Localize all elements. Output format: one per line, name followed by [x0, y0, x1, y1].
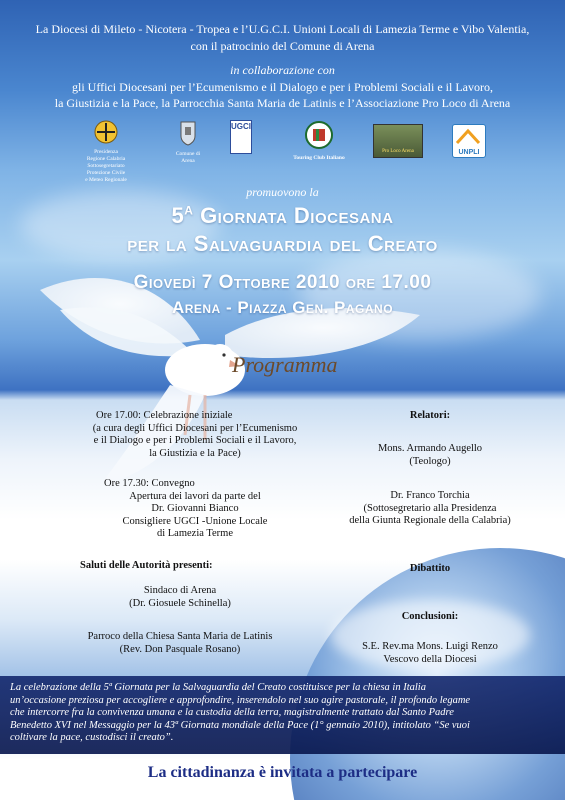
- augello-name: Mons. Armando Augello: [377, 443, 483, 454]
- unpli-label: UNPLI: [458, 149, 480, 156]
- unpli-emblem: [452, 124, 486, 158]
- event-place: Arena - Piazza Gen. Pagano: [171, 298, 394, 317]
- celebrazione-note-3: la Giustizia e la Pace): [149, 447, 241, 459]
- regione-emblem-icon: [94, 120, 118, 144]
- convegno-line-1: Apertura dei lavori da parte del: [129, 490, 261, 502]
- footer-line-5: coltivare la pace, custodisci il creato”.: [10, 732, 174, 743]
- header-line-3: gli Uffici Diocesani per l’Ecumenismo e il Dialogo e per i Problemi Sociali e il Lavoro,: [71, 80, 493, 94]
- celebrazione-note-1: (a cura degli Uffici Diocesani per l’Ecumenismo: [92, 422, 298, 434]
- footer-line-1: La celebrazione della 5ª Giornata per la Salvaguardia del Creato costituisce per la chiesa in Italia: [10, 682, 426, 693]
- parroco-name: (Rev. Don Pasquale Rosano): [119, 643, 241, 655]
- edition-superscript: A: [184, 203, 194, 218]
- regione-label-4: e Meteo Regionale: [85, 177, 127, 183]
- touring-label: Touring Club Italiano: [293, 155, 345, 161]
- unpli-house-icon: [453, 127, 483, 145]
- sindaco-name: (Dr. Giosuele Schinella): [129, 597, 231, 609]
- conclusioni-speaker: [330, 641, 530, 666]
- regione-label-1: Presidenza: [94, 149, 118, 155]
- earth-image: [290, 548, 565, 800]
- logo-touring-club: [282, 120, 356, 162]
- footer-line-3: che intercorre fra la convivenza umana e la custodia della terra, magistralmente trattato dal Santo Padre: [10, 707, 454, 718]
- pro-loco-label: Pro Loco Arena: [382, 149, 414, 154]
- sindaco-role: Sindaco di Arena: [143, 585, 217, 596]
- footer-message: [10, 682, 555, 745]
- regione-label-2: Regione Calabria: [86, 156, 126, 162]
- header-line-4: la Giustizia e la Pace, la Parrocchia Santa Maria de Latinis e l’Associazione Pro Loco di Arena: [54, 96, 511, 110]
- convegno-line-2: Dr. Giovanni Bianco: [151, 503, 239, 514]
- title-rest: Giornata Diocesana: [193, 203, 394, 228]
- comune-label-2: Arena: [181, 158, 195, 164]
- relatore-augello: [330, 443, 530, 468]
- renzo-name: S.E. Rev.ma Mons. Luigi Renzo: [362, 641, 498, 652]
- augello-role: (Teologo): [409, 455, 451, 467]
- logo-pro-loco: [372, 124, 424, 158]
- programma-heading: Programma: [232, 352, 338, 377]
- torchia-role-1: (Sottosegretario alla Presidenza: [363, 502, 497, 514]
- program-item-celebrazione: [80, 410, 310, 460]
- logo-comune-arena: [168, 120, 208, 165]
- header-line-2: con il patrocinio del Comune di Arena: [190, 39, 375, 53]
- convegno-line-4: di Lamezia Terme: [156, 528, 234, 539]
- footer-line-2: un’occasione preziosa per accogliere e approfondire, inserendolo nel suo agire pastorale, il profondo legame: [10, 694, 471, 706]
- torchia-name: Dr. Franco Torchia: [390, 490, 470, 501]
- renzo-role: Vescovo della Diocesi: [383, 653, 477, 665]
- conclusioni-heading: Conclusioni:: [401, 611, 459, 622]
- celebrazione-time: Ore 17.00: Celebrazione iniziale: [96, 410, 233, 421]
- promote-label: promuovono la: [246, 185, 319, 199]
- collaboration-label: in collaborazione con: [230, 63, 335, 77]
- invitation-line: La cittadinanza è invitata a partecipare: [147, 764, 418, 781]
- celebrazione-note-2: e il Dialogo e per i Problemi Sociali e il Lavoro,: [93, 435, 297, 446]
- header-line-1: La Diocesi di Mileto - Nicotera - Tropea e l’U.G.C.I. Unioni Locali di Lamezia Terme e Vibo Valentia,: [35, 22, 530, 36]
- convegno-time: Ore 17.30: Convegno: [104, 478, 195, 489]
- event-title-line-2: per la Salvaguardia del Creato: [127, 231, 438, 256]
- saluto-parroco: [60, 631, 300, 656]
- logo-unpli: [452, 124, 486, 158]
- event-title-line-1: [0, 203, 565, 229]
- logo-regione-calabria: [78, 120, 134, 184]
- parroco-role: Parroco della Chiesa Santa Maria de Latinis: [87, 631, 273, 642]
- regione-label-3: Sottosegretariato Protezione Civile: [86, 163, 126, 176]
- comune-crest-icon: [179, 120, 197, 146]
- footer-line-4: Benedetto XVI nel Messaggio per la 43ª Giornata mondiale della Pace (1° gennaio 2010), intitolato “Se vuoi: [10, 719, 470, 731]
- comune-label-1: Comune di: [175, 151, 201, 157]
- edition-number: 5: [171, 203, 185, 228]
- saluto-sindaco: [80, 585, 280, 610]
- ugci-emblem: UGCI: [230, 120, 252, 154]
- pro-loco-image: [373, 124, 423, 158]
- relatore-torchia: [320, 490, 540, 528]
- logo-ugci: [230, 120, 254, 154]
- saluti-heading: Saluti delle Autorità presenti:: [80, 560, 213, 571]
- program-item-convegno: [80, 478, 310, 541]
- convegno-line-3: Consigliere UGCI -Unione Locale: [122, 515, 268, 527]
- dibattito-heading: Dibattito: [409, 563, 451, 574]
- event-date: Giovedì 7 Ottobre 2010 ore 17.00: [133, 272, 432, 293]
- touring-club-icon: [304, 120, 334, 150]
- relatori-heading: Relatori:: [409, 410, 451, 421]
- torchia-role-2: della Giunta Regionale della Calabria): [349, 515, 511, 526]
- sponsor-logos: [0, 120, 565, 183]
